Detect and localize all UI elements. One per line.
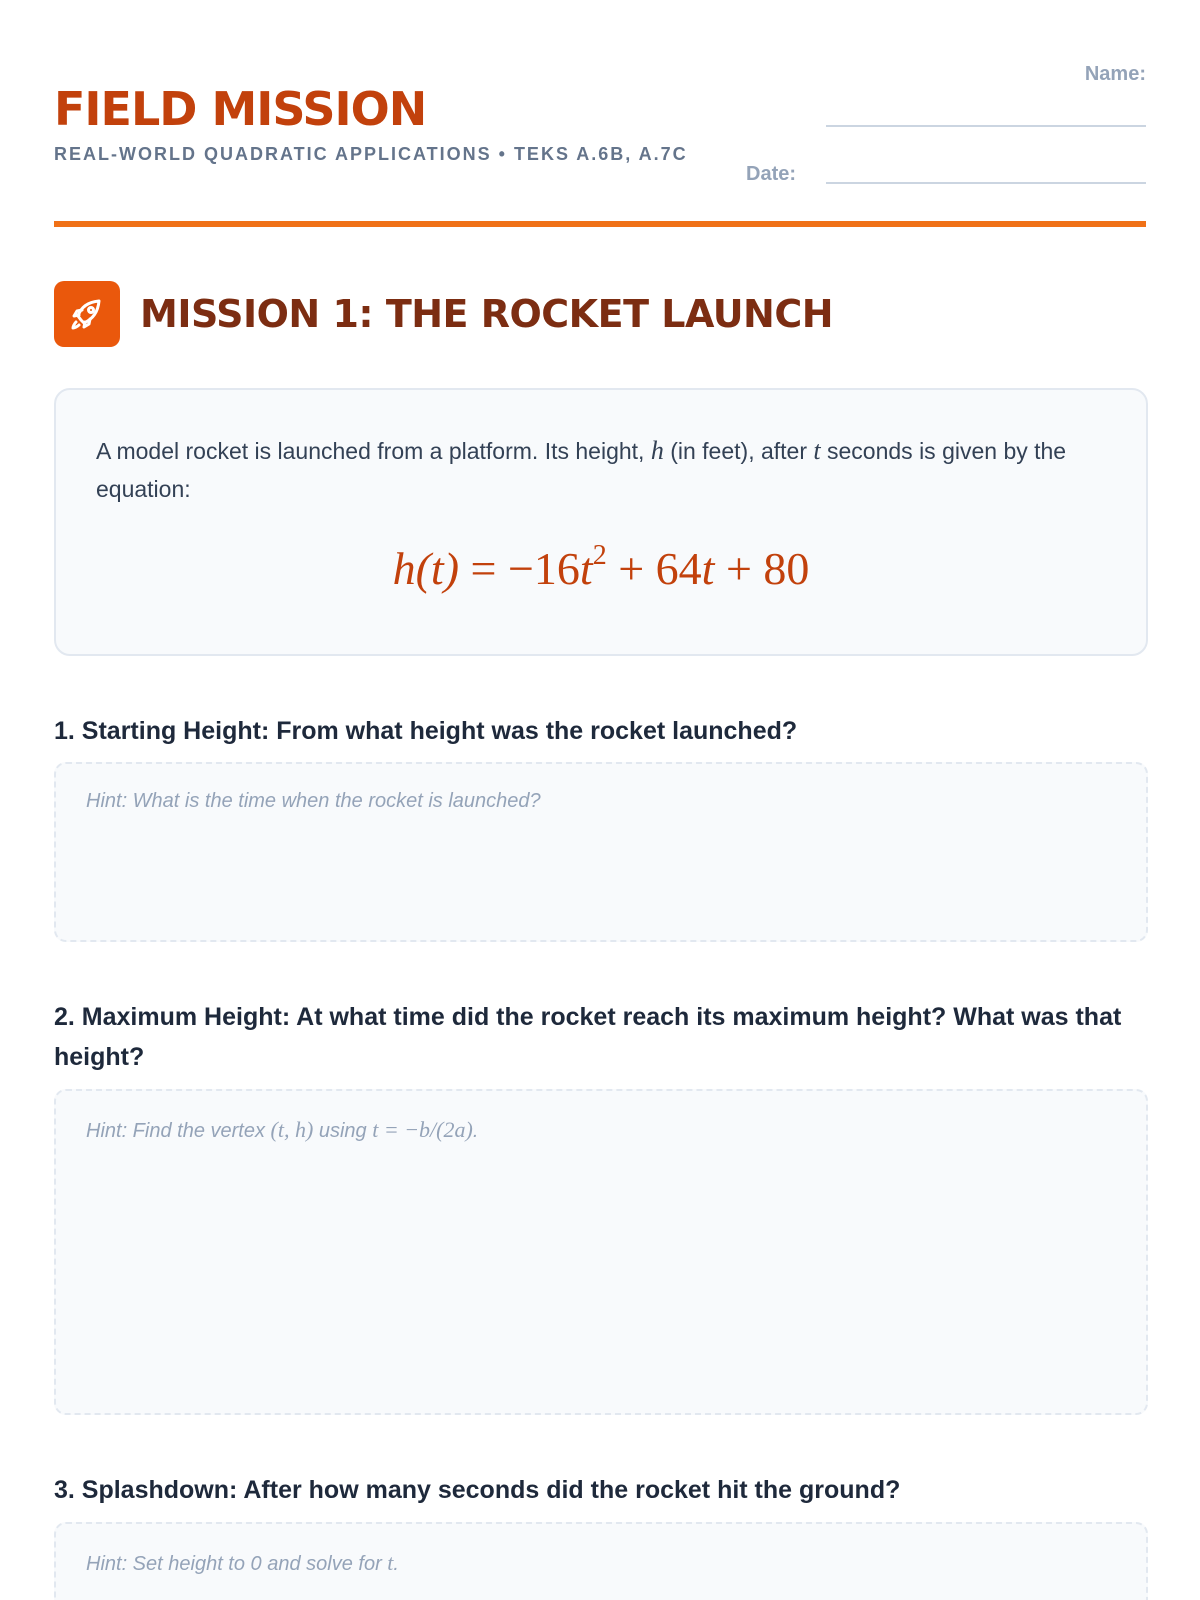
rocket-icon bbox=[54, 281, 120, 347]
page-title: FIELD MISSION bbox=[54, 82, 427, 136]
hint-2-formula: t = −b/(2a) bbox=[372, 1117, 473, 1142]
page-subtitle: REAL-WORLD QUADRATIC APPLICATIONS • TEKS A.6B, A.7C bbox=[54, 144, 688, 164]
variable-h: h bbox=[650, 436, 664, 465]
hint-3-text: Hint: Set height to 0 and solve for bbox=[86, 1553, 382, 1575]
problem-box bbox=[54, 388, 1148, 656]
equation-plus: + bbox=[725, 543, 752, 594]
hint-1: Hint: What is the time when the rocket is launched? bbox=[86, 790, 541, 812]
date-field[interactable] bbox=[826, 182, 1146, 184]
question-1: 1. Starting Height: From what height was the rocket launched? bbox=[54, 717, 798, 745]
hint-2-vertex: (t, h) bbox=[270, 1117, 314, 1142]
mission-title: MISSION 1: THE ROCKET LAUNCH bbox=[140, 292, 834, 336]
problem-statement bbox=[96, 432, 1106, 508]
name-field[interactable] bbox=[826, 125, 1146, 127]
hint-2-text: Hint: Find the vertex bbox=[86, 1120, 265, 1142]
mission-heading bbox=[54, 281, 833, 347]
answer-box-2[interactable] bbox=[54, 1089, 1148, 1415]
name-label: Name: bbox=[1084, 63, 1146, 85]
equation-plus: + bbox=[618, 543, 645, 594]
equation-coef-b: 64 bbox=[655, 543, 702, 594]
question-2: 2. Maximum Height: At what time did the rocket reach its maximum height? What was that height? bbox=[54, 1003, 1122, 1071]
date-label: Date: bbox=[746, 163, 797, 185]
problem-text-3: seconds is given by the equation: bbox=[96, 438, 1067, 502]
equation-lhs: h(t) bbox=[392, 543, 460, 594]
worksheet-header bbox=[54, 0, 1146, 227]
equation-equals: = bbox=[470, 543, 497, 594]
equation-var: t bbox=[579, 543, 593, 594]
variable-t: t bbox=[813, 436, 821, 465]
height-equation bbox=[96, 540, 1106, 595]
equation-coef-a: −16 bbox=[507, 543, 580, 594]
hint-3-period: . bbox=[393, 1553, 399, 1575]
answer-box-3[interactable] bbox=[54, 1522, 1148, 1600]
hint-2-period: . bbox=[472, 1120, 479, 1142]
hint-2-text: using bbox=[318, 1120, 367, 1142]
answer-box-1[interactable] bbox=[54, 762, 1148, 942]
hint-2 bbox=[86, 1117, 1116, 1143]
equation-var: t bbox=[701, 543, 715, 594]
equation-exponent: 2 bbox=[592, 540, 607, 571]
question-3: 3. Splashdown: After how many seconds did the rocket hit the ground? bbox=[54, 1476, 901, 1504]
hint-3 bbox=[86, 1550, 1116, 1576]
problem-text-2: (in feet), after bbox=[670, 438, 807, 464]
equation-constant: 80 bbox=[763, 543, 810, 594]
problem-text-1: A model rocket is launched from a platform. Its height, bbox=[96, 438, 645, 464]
hint-3-variable: t bbox=[387, 1550, 394, 1575]
